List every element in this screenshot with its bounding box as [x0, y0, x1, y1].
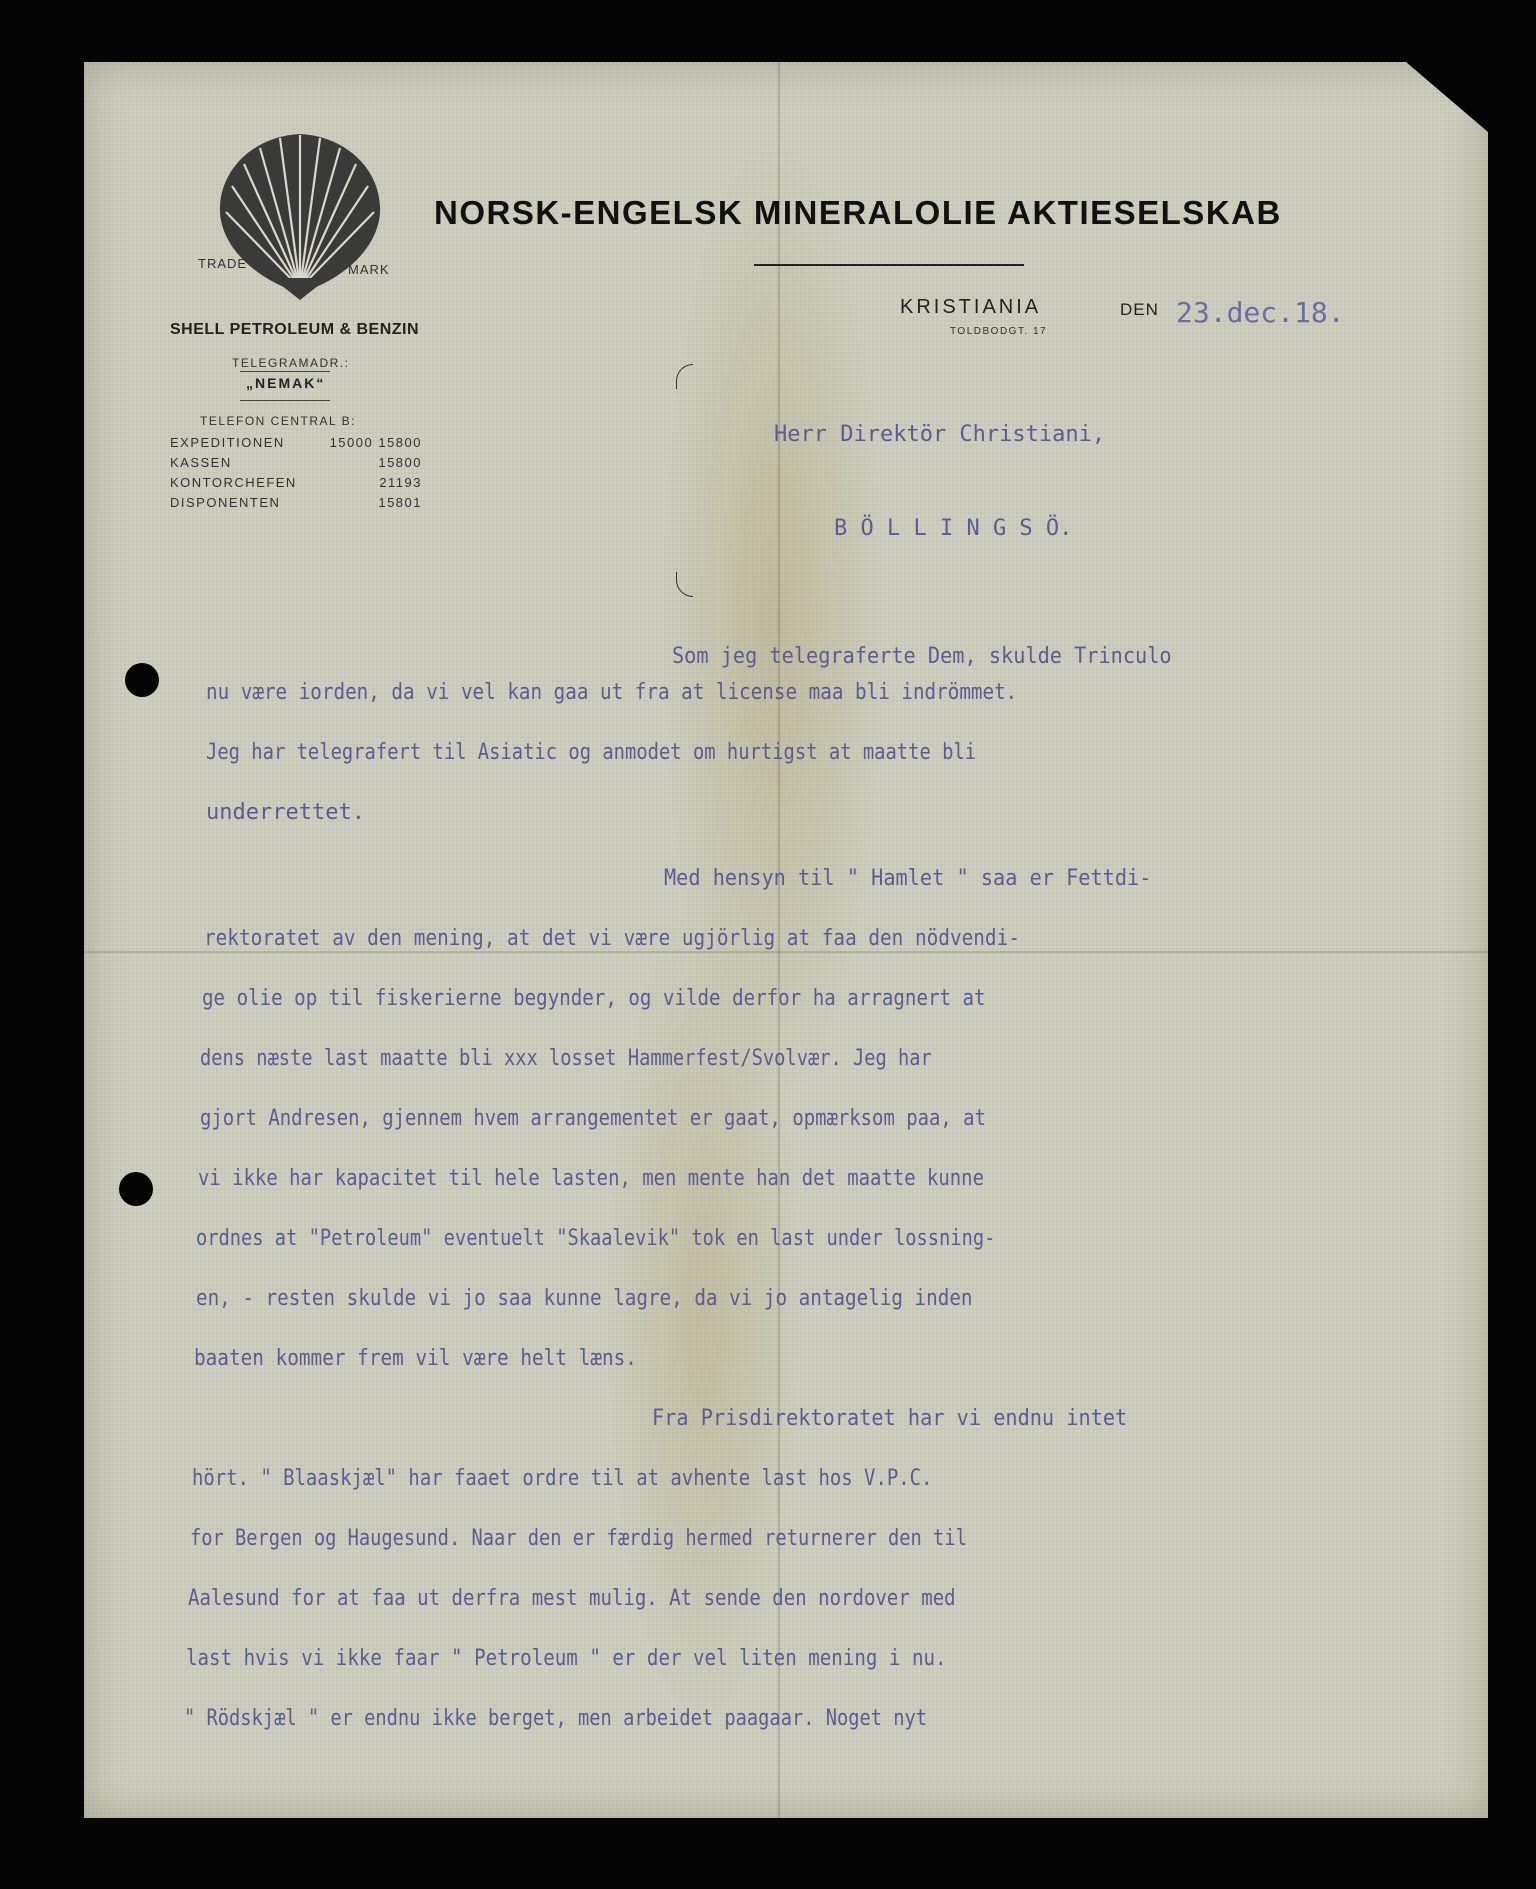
body-line: nu være iorden, da vi vel kan gaa ut fra at license maa bli indrömmet.	[206, 680, 1018, 705]
body-line: " Rödskjæl " er endnu ikke berget, men arbeidet paagaar. Noget nyt	[184, 1706, 928, 1731]
body-line: gjort Andresen, gjennem hvem arrangementet er gaat, opmærksom paa, at	[200, 1106, 986, 1131]
body-line: Jeg har telegrafert til Asiatic og anmodet om hurtigst at maatte bli	[206, 740, 977, 765]
body-line: rektoratet av den mening, at det vi være ugjörlig at faa den nödvendi-	[204, 926, 1020, 951]
company-name: NORSK-ENGELSK MINERALOLIE AKTIESELSKAB	[434, 194, 1282, 231]
phone-row	[170, 435, 422, 450]
telegram-address-label: TELEGRAMADR.:	[232, 356, 350, 370]
body-line: Som jeg telegraferte Dem, skulde Trinculo	[672, 644, 1172, 669]
body-line: Aalesund for at faa ut derfra mest mulig. At sende den nordover med	[188, 1586, 956, 1611]
phone-header: TELEFON CENTRAL B:	[200, 414, 356, 428]
body-line: en, - resten skulde vi jo saa kunne lagre, da vi jo antagelig inden	[196, 1286, 973, 1311]
letter-date: 23.dec.18.	[1176, 296, 1345, 329]
torn-corner	[1406, 62, 1488, 132]
phone-row	[170, 475, 422, 490]
body-line: baaten kommer frem vil være helt læns.	[194, 1346, 637, 1371]
phone-number: 15800	[378, 455, 422, 470]
divider	[240, 400, 330, 401]
body-line: last hvis vi ikke faar " Petroleum " er der vel liten mening i nu.	[186, 1646, 947, 1671]
date-prefix: DEN	[1120, 300, 1159, 319]
phone-label: DISPONENTEN	[170, 495, 281, 510]
punch-hole-upper	[125, 663, 159, 697]
trade-label: TRADE	[198, 256, 248, 271]
body-line: hört. " Blaaskjæl" har faaet ordre til at avhente last hos V.P.C.	[192, 1466, 933, 1491]
telegram-address-value: „NEMAK“	[246, 375, 326, 391]
phone-label: KONTORCHEFEN	[170, 475, 297, 490]
recipient-place: B Ö L L I N G S Ö.	[834, 516, 1073, 541]
phone-row	[170, 495, 422, 510]
body-line: underrettet.	[206, 800, 365, 825]
phone-number: 15000 15800	[329, 435, 422, 450]
phone-number: 21193	[379, 475, 422, 490]
divider	[240, 371, 330, 372]
brand-line: SHELL PETROLEUM & BENZIN	[170, 321, 420, 338]
phone-row	[170, 455, 422, 470]
body-line: Med hensyn til " Hamlet " saa er Fettdi-	[664, 866, 1152, 891]
punch-hole-lower	[119, 1172, 153, 1206]
phone-label: KASSEN	[170, 455, 232, 470]
mark-label: MARK	[348, 262, 390, 277]
body-line: dens næste last maatte bli xxx losset Hammerfest/Svolvær. Jeg har	[200, 1046, 932, 1071]
city: KRISTIANIA	[900, 296, 1042, 318]
title-divider	[754, 264, 1024, 266]
recipient-line: Herr Direktör Christiani,	[774, 422, 1106, 447]
body-line: vi ikke har kapacitet til hele lasten, men mente han det maatte kunne	[198, 1166, 984, 1191]
phone-number: 15801	[378, 495, 422, 510]
body-line: Fra Prisdirektoratet har vi endnu intet	[652, 1406, 1128, 1431]
phone-label: EXPEDITIONEN	[170, 435, 285, 450]
body-line: ge olie op til fiskerierne begynder, og vilde derfor ha arragnert at	[202, 986, 986, 1011]
horizontal-fold-crease	[84, 951, 1488, 953]
body-line: ordnes at "Petroleum" eventuelt "Skaalevik" tok en last under lossning-	[196, 1226, 996, 1251]
street-address: TOLDBODGT. 17	[950, 326, 1048, 337]
body-line: for Bergen og Haugesund. Naar den er færdig hermed returnerer den til	[190, 1526, 967, 1551]
